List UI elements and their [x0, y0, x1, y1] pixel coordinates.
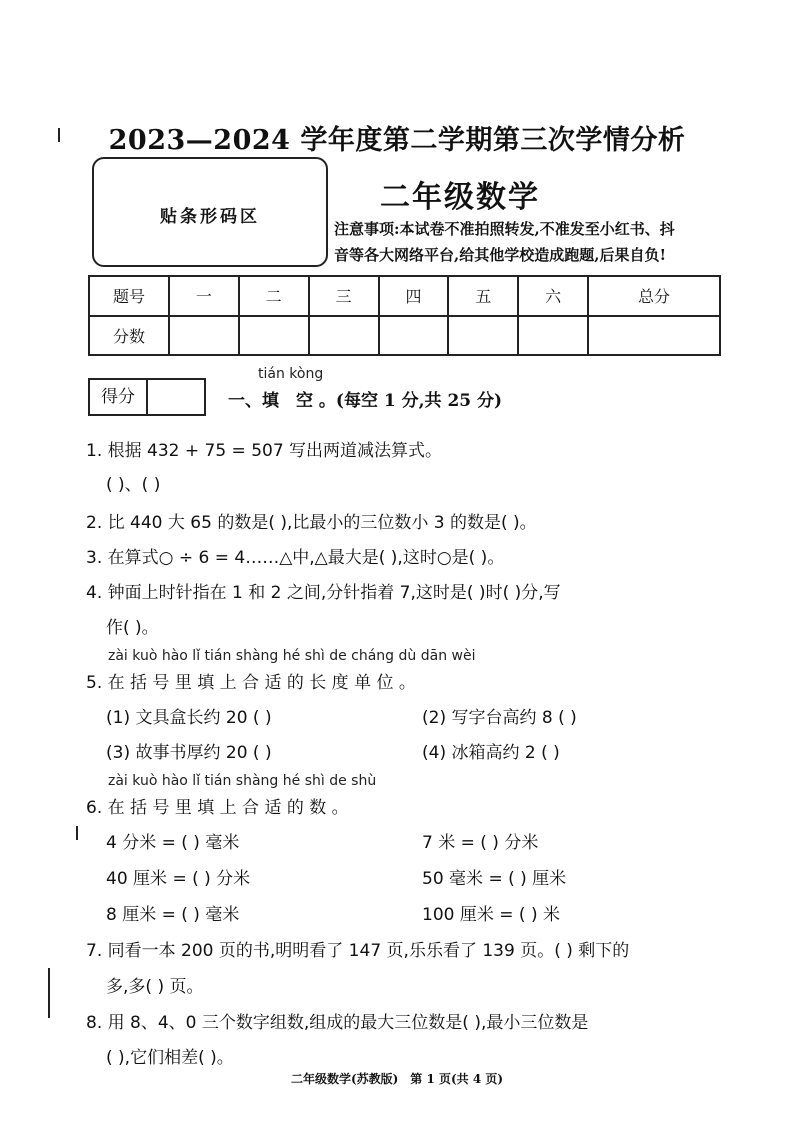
- section-pinyin: tián kòng: [258, 366, 324, 382]
- notice: [334, 216, 675, 268]
- score-input-cell[interactable]: [239, 316, 309, 356]
- question-6: 6. 在 括 号 里 填 上 合 适 的 数 。: [86, 798, 349, 818]
- notice-line-2: 音等各大网络平台,给其他学校造成跑题,后果自负!: [334, 246, 667, 264]
- question-6-item: 8 厘米 = ( ) 毫米: [106, 905, 240, 925]
- score-input-cell[interactable]: [379, 316, 449, 356]
- score-cell: 六: [518, 276, 588, 316]
- subject-title: 二年级数学: [380, 180, 540, 215]
- score-table-score-row: [89, 316, 720, 356]
- section-score-box: [88, 378, 206, 416]
- question-8-line-1: 8. 用 8、4、0 三个数字组数,组成的最大三位数是( ),最小三位数是: [86, 1013, 589, 1033]
- score-table: [88, 275, 721, 356]
- score-input-cell[interactable]: [309, 316, 379, 356]
- question-5-pinyin: zài kuò hào lǐ tián shàng hé shì de cháng dù dān wèi: [108, 648, 476, 664]
- notice-line-1: 注意事项:本试卷不准拍照转发,不准发至小红书、抖: [334, 220, 675, 238]
- question-8-line-2: ( ),它们相差( )。: [106, 1048, 234, 1068]
- question-6-item: 40 厘米 = ( ) 分米: [106, 869, 251, 889]
- question-6-item: 7 米 = ( ) 分米: [422, 833, 539, 853]
- question-5-item: (2) 写字台高约 8 ( ): [422, 708, 577, 728]
- question-6-item: 4 分米 = ( ) 毫米: [106, 833, 240, 853]
- score-input-cell[interactable]: [448, 316, 518, 356]
- exam-title: 2023—2024 学年度第二学期第三次学情分析: [108, 125, 686, 156]
- question-6-item: 100 厘米 = ( ) 米: [422, 905, 560, 925]
- question-6-item: 50 毫米 = ( ) 厘米: [422, 869, 567, 889]
- scan-mark: [76, 826, 78, 840]
- score-cell: 四: [379, 276, 449, 316]
- score-input-cell[interactable]: [169, 316, 239, 356]
- question-6-pinyin: zài kuò hào lǐ tián shàng hé shì de shù: [108, 773, 377, 789]
- page-footer: 二年级数学(苏教版) 第 1 页(共 4 页): [290, 1072, 504, 1086]
- score-cell: 题号: [89, 276, 169, 316]
- section-score-label: 得分: [90, 380, 148, 414]
- score-table-header-row: [89, 276, 720, 316]
- score-cell: 五: [448, 276, 518, 316]
- score-input-cell[interactable]: [588, 316, 720, 356]
- question-1: 1. 根据 432 + 75 = 507 写出两道减法算式。: [86, 441, 443, 461]
- question-5-item: (3) 故事书厚约 20 ( ): [106, 743, 272, 763]
- section-title: 一、填 空 。(每空 1 分,共 25 分): [228, 391, 503, 411]
- score-row-label: 分数: [89, 316, 169, 356]
- barcode-area: [92, 157, 328, 267]
- score-input-cell[interactable]: [518, 316, 588, 356]
- question-5-item: (1) 文具盒长约 20 ( ): [106, 708, 272, 728]
- question-7-line-1: 7. 同看一本 200 页的书,明明看了 147 页,乐乐看了 139 页。( ) 剩下的: [86, 941, 630, 961]
- question-5: 5. 在 括 号 里 填 上 合 适 的 长 度 单 位 。: [86, 673, 416, 693]
- question-5-item: (4) 冰箱高约 2 ( ): [422, 743, 560, 763]
- question-7-line-2: 多,多( ) 页。: [106, 977, 204, 997]
- barcode-label: 贴条形码区: [160, 207, 260, 227]
- question-3: 3. 在算式○ ÷ 6 = 4……△中,△最大是( ),这时○是( )。: [86, 548, 505, 568]
- score-cell: 总分: [588, 276, 720, 316]
- question-4-line-1: 4. 钟面上时针指在 1 和 2 之间,分针指着 7,这时是( )时( )分,写: [86, 583, 561, 603]
- scan-mark: [48, 968, 50, 1018]
- score-cell: 三: [309, 276, 379, 316]
- score-cell: 一: [169, 276, 239, 316]
- score-cell: 二: [239, 276, 309, 316]
- question-2: 2. 比 440 大 65 的数是( ),比最小的三位数小 3 的数是( )。: [86, 513, 537, 533]
- question-1-blanks[interactable]: ( )、( ): [106, 475, 161, 495]
- question-4-line-2: 作( )。: [106, 618, 159, 638]
